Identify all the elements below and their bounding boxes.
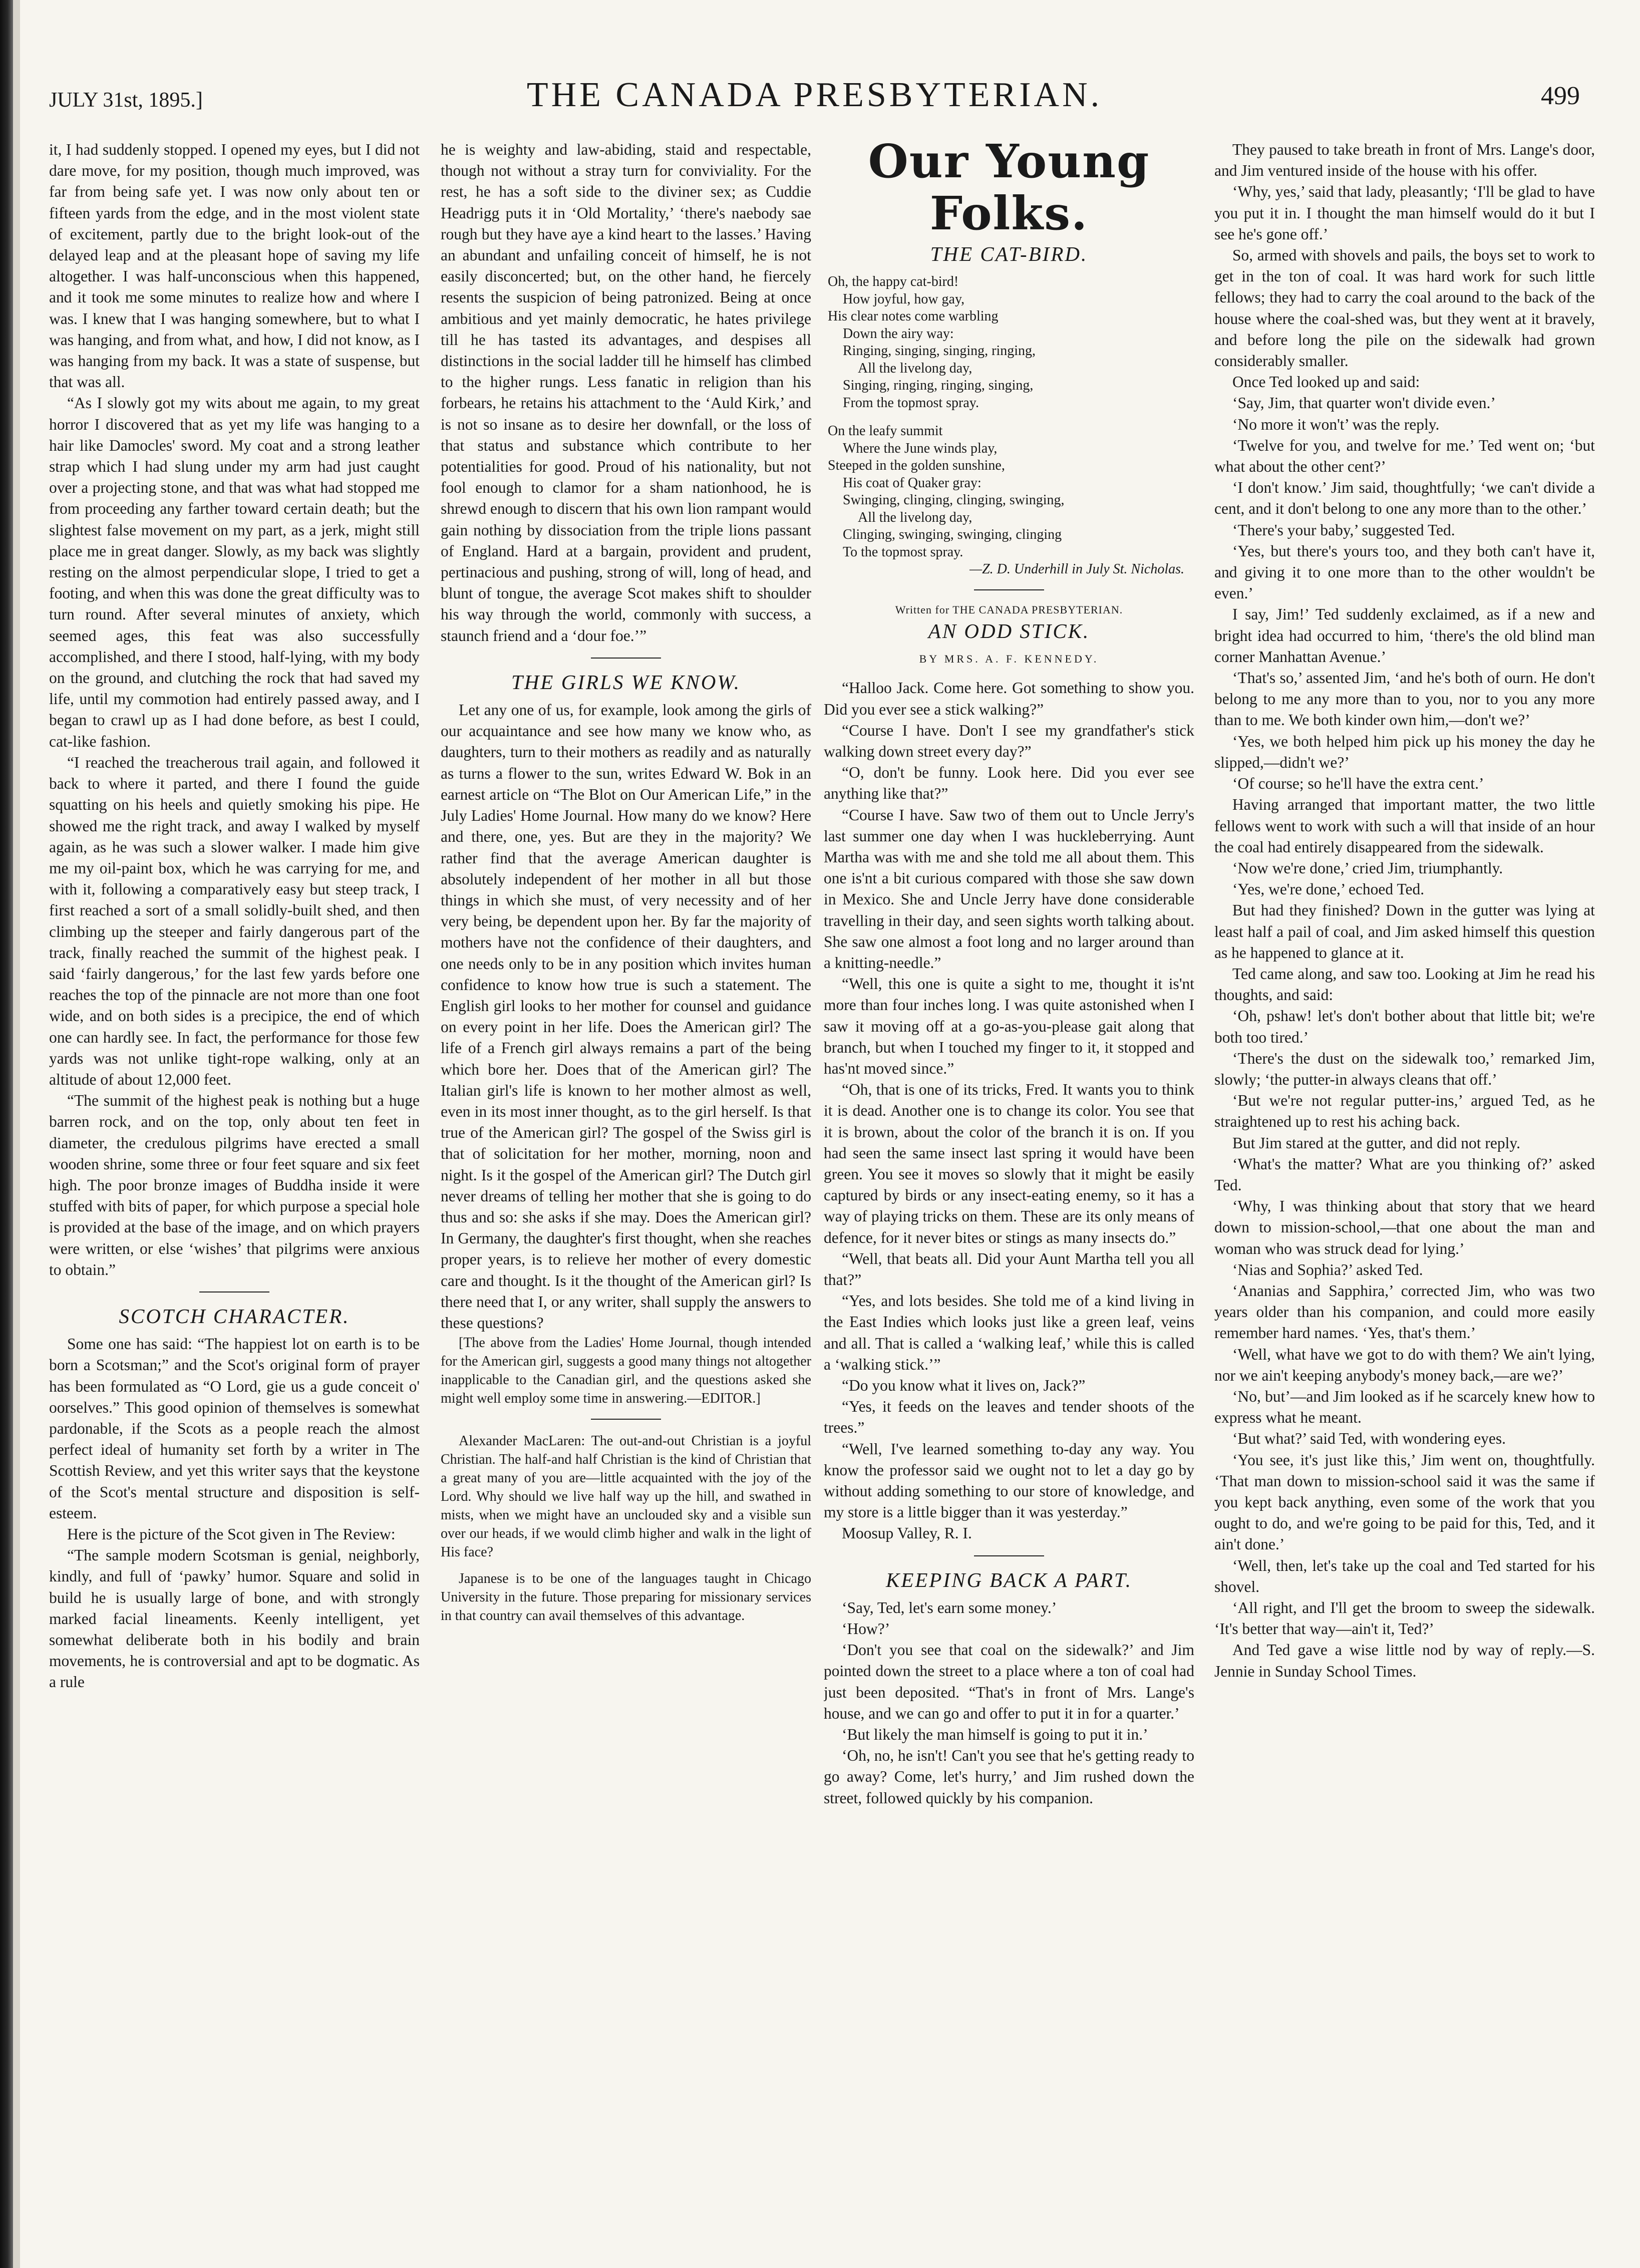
- page-gutter: [13, 0, 20, 2268]
- section-rule: [974, 1555, 1044, 1556]
- paragraph: ‘But we're not regular putter-ins,’ argued Ted, as he straightened up to rest his aching back.: [1214, 1092, 1595, 1131]
- paragraph: ‘Well, what have we got to do with them? We ain't lying, nor we ain't keeping anybody's money back,—are we?’: [1214, 1345, 1595, 1384]
- paragraph: “Well, I've learned something to-day any way. You know the professor said we ought not to let a day go by without adding something to our store of knowledge, and my store is a little bigger than it was yesterday.”: [824, 1440, 1194, 1521]
- paragraph: ‘There's your baby,’ suggested Ted.: [1232, 521, 1455, 539]
- paragraph: he is weighty and law-abiding, staid and respectable, though not without a stray turn for conviviality. For the rest, he has a soft side to the diviner sex; as Cuddie Headrigg puts it in ‘Old Mortality,’ ‘there's naebody sae rough but they have aye a kind heart to the lasses.’ Having an abundant and unfailing conceit of himself, he is not easily disconcerted; but, on the other hand, he fiercely resents the suspicion of being patronized. Being at once ambitious and yet mainly democratic, he hates privilege till he has tasted its advantages, and despises all distinctions in the social ladder till he himself has climbed to the higher rungs. Less fanatic in religion than his forbears, he retains his attachment to the ‘Auld Kirk,’ and is not so insane as to desire her downfall, or the loss of that status and substance which contribute to her potentialities for good. Proud of his nationality, but not fool enough to clamor for a sham nationhood, he is shrewd enough to discern that his own lion rampant would gain nothing by dissociation from the triple lions passant of England. Hard at a bargain, provident and prudent, pertinacious and pushing, strong of will, long of head, and blunt of tongue, the average Scot makes shift to shoulder his way through the world, commonly with success, a staunch friend and a ‘dour foe.’”: [441, 141, 811, 644]
- issue-date: JULY 31st, 1895.]: [49, 89, 203, 112]
- paragraph: ‘Say, Jim, that quarter won't divide even.’: [1232, 394, 1496, 412]
- paragraph: “The summit of the highest peak is nothing but a huge barren rock, and on the top, only about ten feet in diameter, the credulous pilgrims have erected a small wooden shrine, some three or four feet square and six feet high. The poor bronze images of Buddha inside it were stuffed with bits of paper, for which purpose a special hole is provided at the base of the image, and on which prayers were written, or else ‘wishes’ that pilgrims were anxious to obtain.”: [49, 1092, 420, 1278]
- paragraph: “As I slowly got my wits about me again, to my great horror I discovered that as yet my life was hanging to a hair like Damocles' sword. My coat and a strong leather strap which I had slung under my arm had just caught over a projecting stone, and that was what had stopped me from proceeding any farther toward certain death; but the slightest false movement on my part, as a jerk, might still place me in great danger. Slowly, as my back was slightly resting on the almost perpendicular slope, I tried to get a footing, and when this was done the great difficulty was to turn round. After several minutes of anxiety, which seemed ages, this feat was also successfully accomplished, and there I stood, half-lying, with my body on the ground, and clutching the rock that had saved my life, until my commotion had entirely passed away, and I began to crawl up as I had done before, as best I could, cat-like fashion.: [49, 394, 420, 750]
- paragraph: Let any one of us, for example, look among the girls of our acquaintance and see how many we know who, as daughters, turn to their mothers as readily and as naturally as turns a flower to the sun, writes Edward W. Bok in an earnest article on “The Blot on Our American Life,” in the July Ladies' Home Journal. How many do we know? Here and there, one, yes. But are they in the majority? We rather find that the average American daughter is absolutely independent of her mother in all but those things in which she must, of very necessity and of her very being, be dependent upon her. By far the majority of mothers have not the confidence of their daughters, and one needs only to be in any position which invites human confidence to know how true is such a statement. The English girl looks to her mother for counsel and guidance on every point in her life. Does the American girl? The life of a French girl always remains a part of the being which bore her. Does that of the American girl? The Italian girl's life is known to her mother almost as well, even in its most inner thought, as to the girl herself. Is that true of the American girl? The gospel of the Swiss girl is that of solicitation for her mother, morning, noon and night. Is it the gospel of the American girl? The Dutch girl never dreams of telling her mother that she is going to do thus and so: she asks if she may. Does the American girl? In Germany, the daughter's first thought, when she reaches proper years, is to relieve her mother of every domestic care and thought. Is it the thought of the American girl? Is there need that I, or any writer, shall supply the answers to these questions?: [441, 701, 811, 1332]
- paragraph: Once Ted looked up and said:: [1232, 373, 1420, 391]
- paragraph: ‘Twelve for you, and twelve for me.’ Ted went on; ‘but what about the other cent?’: [1214, 436, 1595, 476]
- paragraph: “The sample modern Scotsman is genial, neighborly, kindly, and full of ‘pawky’ humor. Square and solid in build he is usually large of bone, and with strongly marked facial lineaments. Keenly intelligent, yet somewhat deliberate both in his bodily and brain movements, he is controversial and apt to be dogmatic. As a rule: [49, 1546, 420, 1691]
- poem-line: His coat of Quaker gray:: [843, 475, 981, 491]
- paragraph: ‘Yes, we're done,’ echoed Ted.: [1232, 880, 1425, 898]
- paragraph: Here is the picture of the Scot given in The Review:: [67, 1525, 396, 1543]
- paragraph: “Yes, it feeds on the leaves and tender shoots of the trees.”: [824, 1398, 1194, 1437]
- page-binding-edge: [0, 0, 13, 2268]
- column-4: [1214, 139, 1595, 2242]
- paragraph: ‘Say, Ted, let's earn some money.’: [842, 1598, 1057, 1616]
- paragraph: ‘But what?’ said Ted, with wondering eyes.: [1232, 1430, 1506, 1448]
- paragraph: “Well, this one is quite a sight to me, thought it is'nt more than four inches long. I was quite astonished when I saw it moving off at a go-as-you-please gait along that branch, but when I touched my finger to it, it stopped and has'nt moved since.”: [824, 975, 1194, 1077]
- paragraph: ‘Of course; so he'll have the extra cent.’: [1232, 775, 1484, 793]
- paragraph: Some one has said: “The happiest lot on earth is to be born a Scotsman;” and the Scot's original form of prayer has been formulated as “O Lord, gie us a gude conceit o' oorselves.” This good opinion of themselves is somewhat pardonable, if the Scots as a people reach the almost perfect ideal of humanity set forth by a writer in The Scottish Review, and yet this writer says that the keystone of the Scot's mental structure and disposition is self-esteem.: [49, 1335, 420, 1522]
- paragraph: ‘Don't you see that coal on the sidewalk?’ and Jim pointed down the street to a place where a ton of coal had just been deposited. “That's in front of Mrs. Lange's house, and we can go and offer to put it in for a quarter.’: [824, 1641, 1194, 1722]
- poem-line: Where the June winds play,: [843, 440, 998, 456]
- column-3: [824, 139, 1194, 2242]
- section-rule: [974, 589, 1044, 590]
- heading-cat-bird: THE CAT-BIRD.: [930, 242, 1088, 265]
- paragraph: “Yes, and lots besides. She told me of a kind living in the East Indies which looks just like a green leaf, veins and all. That is called a ‘walking leaf,’ while this is called a ‘walking stick.’”: [824, 1292, 1194, 1373]
- paragraph: “Do you know what it lives on, Jack?”: [842, 1377, 1086, 1395]
- paragraph: ‘Oh, pshaw! let's don't bother about that little bit; we're both too tired.’: [1214, 1007, 1595, 1046]
- paragraph: ‘Nias and Sophia?’ asked Ted.: [1232, 1260, 1423, 1278]
- paragraph: So, armed with shovels and pails, the boys set to work to get in the ton of coal. It was hard work for such little fellows; they had to carry the coal around to the back of the house where the coal-shed was, but they went at it bravely, and before long the pile on the sidewalk had grown considerably smaller.: [1214, 246, 1595, 370]
- paragraph: ‘What's the matter? What are you thinking of?’ asked Ted.: [1214, 1155, 1595, 1194]
- paragraph: ‘Well, then, let's take up the coal and Ted started for his shovel.: [1214, 1556, 1595, 1595]
- paragraph: Ted came along, and saw too. Looking at Jim he read his thoughts, and said:: [1214, 964, 1595, 1004]
- paragraph: ‘There's the dust on the sidewalk too,’ remarked Jim, slowly; ‘the putter-in always cleans that off.’: [1214, 1049, 1595, 1088]
- heading-girls-we-know: THE GIRLS WE KNOW.: [511, 670, 741, 694]
- byline: BY MRS. A. F. KENNEDY.: [919, 653, 1099, 666]
- poem-attribution: —Z. D. Underhill in July St. Nicholas.: [969, 561, 1184, 577]
- poem-line: All the livelong day,: [858, 509, 972, 525]
- poem-line: How joyful, how gay,: [843, 291, 965, 307]
- paragraph: ‘That's so,’ assented Jim, ‘and he's both of ourn. He don't belong to me any more than to you, nor to you any more than to me. We both kinder own him,—don't we?’: [1214, 669, 1595, 729]
- poem-line: All the livelong day,: [858, 360, 972, 376]
- section-rule: [591, 658, 661, 659]
- paragraph: it, I had suddenly stopped. I opened my eyes, but I did not dare move, for my position, though much improved, was far from being safe yet. I was now only about ten or fifteen yards from the edge, and in the most violent state of excitement, partly due to the bright look-out of the delayed leap and at the pleasant hope of saving my life altogether. I was half-unconscious when this happened, and it took me some minutes to realize how and where I was. I knew that I was hanging somewhere, but to what I was hanging, and from what, and how, I did not know, as I was hanging from my back. It was a state of suspense, but that was all.: [49, 141, 420, 391]
- paragraph: ‘Ananias and Sapphira,’ corrected Jim, who was two years older than his companion, and could more easily remember hard names. ‘Yes, that's them.’: [1214, 1281, 1595, 1342]
- paragraph: “O, don't be funny. Look here. Did you ever see anything like that?”: [824, 764, 1194, 803]
- paragraph: ‘No more it won't’ was the reply.: [1232, 415, 1440, 433]
- column-2: [441, 139, 811, 2242]
- paragraph: ‘All right, and I'll get the broom to sweep the sidewalk. ‘It's better that way—ain't it, Ted?’: [1214, 1599, 1595, 1638]
- paragraph: ‘No, but’—and Jim looked as if he scarcely knew how to express what he meant.: [1214, 1387, 1595, 1427]
- heading-an-odd-stick: AN ODD STICK.: [928, 619, 1090, 642]
- poem-line: To the topmost spray.: [843, 544, 963, 560]
- section-rule: [199, 1291, 269, 1292]
- our-young-folks-masthead: Our Young Folks.: [868, 139, 1150, 240]
- poem-line: Steeped in the golden sunshine,: [828, 458, 1005, 474]
- column-1: [49, 139, 420, 2242]
- paragraph: “Course I have. Saw two of them out to Uncle Jerry's last summer one day when I was huckleberrying. Aunt Martha was with me and she told me all about them. This one is'nt a bit curious compared with those she saw down in Mexico. She and Uncle Jerry have done considerable travelling in their day, and seen sights worth talking about. She saw one almost a foot long and no larger around than a knitting-needle.”: [824, 806, 1194, 971]
- paragraph: ‘Now we're done,’ cried Jim, triumphantly.: [1232, 859, 1503, 877]
- paragraph: ‘Oh, no, he isn't! Can't you see that he's getting ready to go away? Come, let's hurry,’ and Jim rushed down the street, followed quickly by his companion.: [824, 1747, 1194, 1807]
- poem-cat-bird: [828, 273, 1194, 578]
- page-number: 499: [1541, 82, 1580, 110]
- paragraph: ‘But likely the man himself is going to put it in.’: [842, 1726, 1148, 1744]
- paragraph: ‘I don't know.’ Jim said, thoughtfully; ‘we can't divide a cent, and it don't belong to one any more than to the other.’: [1214, 479, 1595, 518]
- story-signature: Moosup Valley, R. I.: [842, 1524, 972, 1542]
- paragraph: They paused to take breath in front of Mrs. Lange's door, and Jim ventured inside of the house with his offer.: [1214, 141, 1595, 180]
- paragraph: Having arranged that important matter, the two little fellows went to work with such a will that inside of an hour the coal had entirely disappeared from the sidewalk.: [1214, 796, 1595, 856]
- written-for-line: Written for THE CANADA PRESBYTERIAN.: [895, 603, 1123, 616]
- paragraph: Japanese is to be one of the languages taught in Chicago University in the future. Those preparing for missionary services in that country can avail themselves of this advantage.: [441, 1571, 811, 1624]
- poem-line: Ringing, singing, singing, ringing,: [843, 343, 1036, 359]
- poem-line: Clinging, swinging, swinging, clinging: [843, 527, 1062, 543]
- paragraph: ‘You see, it's just like this,’ Jim went on, thoughtfully. ‘That man down to mission-school said it was the same if you kept back anything, even some of the work that you ought to do, and we're going to be paid for this, Ted, and it ain't done.’: [1214, 1451, 1595, 1553]
- paragraph: ‘Yes, but there's yours too, and they both can't have it, and giving it to one more than to the other wouldn't be even.’: [1214, 542, 1595, 602]
- poem-line: His clear notes come warbling: [828, 308, 999, 325]
- poem-line: Swinging, clinging, clinging, swinging,: [843, 492, 1065, 508]
- paragraph: ‘Why, yes,’ said that lady, pleasantly; ‘I'll be glad to have you put it in. I thought the man himself would do it but I see he's gone off.’: [1214, 183, 1595, 243]
- paragraph: ‘Yes, we both helped him pick up his money the day he slipped,—didn't we?’: [1214, 732, 1595, 771]
- paragraph: But Jim stared at the gutter, and did not reply.: [1232, 1134, 1520, 1152]
- paragraph: And Ted gave a wise little nod by way of reply.—S. Jennie in Sunday School Times.: [1214, 1641, 1595, 1680]
- paragraph: ‘How?’: [842, 1620, 890, 1638]
- paragraph: I say, Jim!’ Ted suddenly exclaimed, as if a new and bright idea had occurred to him, ‘there's the old blind man corner Manhattan Avenue.’: [1214, 605, 1595, 666]
- paragraph: “Well, that beats all. Did your Aunt Martha tell you all that?”: [824, 1249, 1194, 1288]
- page-header: [49, 75, 1580, 120]
- poem-line: Down the airy way:: [843, 326, 954, 342]
- newspaper-title: THE CANADA PRESBYTERIAN.: [526, 76, 1103, 114]
- paragraph: ‘Why, I was thinking about that story that we heard down to mission-school,—that one about the man and woman who was struck dead for lying.’: [1214, 1197, 1595, 1257]
- editor-note: [The above from the Ladies' Home Journal, though intended for the American girl, suggests a good many things not altogether inapplicable to the Canadian girl, and the questions asked she might well employ some time in answering.—EDITOR.]: [441, 1335, 811, 1407]
- heading-keeping-back-a-part: KEEPING BACK A PART.: [885, 1568, 1133, 1591]
- poem-line: Oh, the happy cat-bird!: [828, 274, 959, 290]
- poem-line: From the topmost spray.: [843, 395, 979, 411]
- heading-scotch-character: SCOTCH CHARACTER.: [119, 1304, 350, 1328]
- section-rule: [591, 1419, 661, 1420]
- paragraph: Alexander MacLaren: The out-and-out Christian is a joyful Christian. The half-and half Christian is the kind of Christian that a great many of you are—little acquainted with the joy of the Lord. Why should we live half way up the hill, and swathed in mists, when we might have an unclouded sky and a visible sun over our heads, if we would climb higher and walk in the light of His face?: [441, 1433, 811, 1560]
- paragraph: “Course I have. Don't I see my grandfather's stick walking down street every day?”: [824, 721, 1194, 760]
- paragraph: “I reached the treacherous trail again, and followed it back to where it parted, and there I found the guide squatting on his heels and quietly smoking his pipe. He showed me the right track, and away I walked by myself again, as he was such a slower walker. I made him give me my oil-paint box, which he was carrying for me, and with it, following a comparatively easy but steep track, I first reached a sort of a small solidly-built shed, and then climbing up the steeper and fairly dangerous part of the track, finally reached the summit of the highest peak. I said ‘fairly dangerous,’ for the last few yards before one reaches the top of the pinnacle are not more than one foot wide, and on both sides is a precipice, the end of which one can hardly see. In fact, the performance for those few yards was not unlike tight-rope walking, only at an altitude of about 12,000 feet.: [49, 753, 420, 1088]
- poem-line: Singing, ringing, ringing, singing,: [843, 378, 1034, 394]
- poem-line: On the leafy summit: [828, 423, 943, 439]
- paragraph: “Halloo Jack. Come here. Got something to show you. Did you ever see a stick walking?”: [824, 679, 1194, 718]
- paragraph: “Oh, that is one of its tricks, Fred. It wants you to think it is dead. Another one is to change its color. You see that it is brown, about the color of the branch it is on. If you had seen the same insect last spring it would have been green. You see it moves so slowly that it might be easily captured by birds or any insect-eating enemy, so it has a way of playing tricks on them. These are its only means of defence, for it never bites or stings as many insects do.”: [824, 1081, 1194, 1246]
- paragraph: But had they finished? Down in the gutter was lying at least half a pail of coal, and Jim asked himself this question as he happened to glance at it.: [1214, 901, 1595, 961]
